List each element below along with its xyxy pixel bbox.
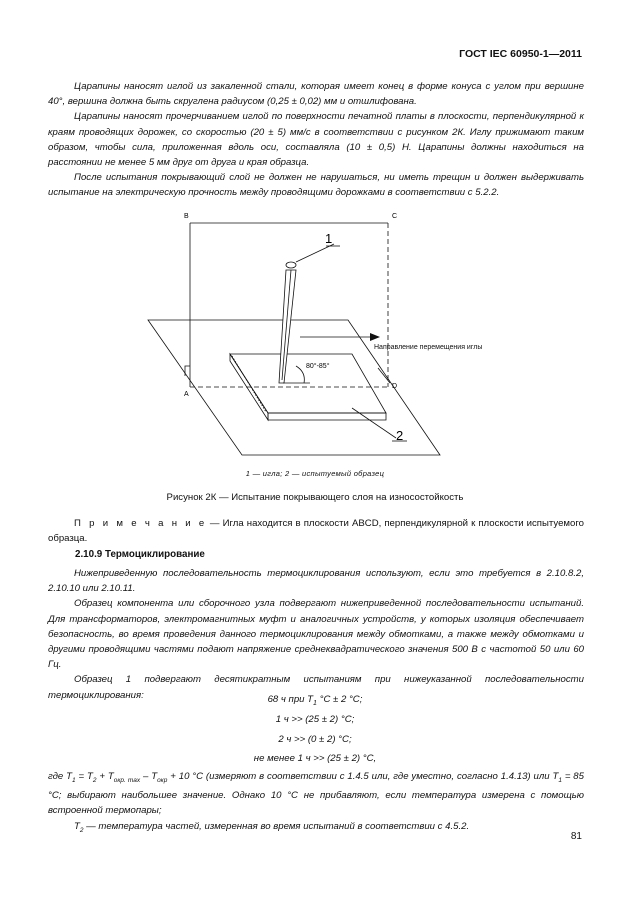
label-specimen: 2: [396, 428, 404, 443]
label-b: B: [184, 213, 189, 220]
definition-t2: $T_2$ — температура частей, измеренная во время испытаний в соответствии с 4.5.2.: [74, 820, 470, 834]
paragraph: Образец 1 подвергают десятикратным испытаниям при нижеуказанной последовательности термоциклирования:: [48, 674, 584, 701]
note-label: П р и м е ч а н и е: [74, 518, 207, 529]
page-number: 81: [570, 831, 582, 842]
figure-caption: Рисунок 2К — Испытание покрывающего слоя на износостойкость: [166, 492, 464, 503]
definitions: [48, 769, 584, 838]
label-needle: 1: [325, 231, 333, 246]
paragraph: Царапины наносят иглой из закаленной стали, которая имеет конец в форме конуса с углом при вершине 40°, вершина должна быть скруглена радиусом (0,25 ± 0,02) мм и отшлифована.: [48, 81, 584, 108]
figure-legend: 1 — игла; 2 — испытуемый образец: [245, 469, 385, 478]
definition-t1: где $T_1 = T_2 + T_{окр. max} - T_{окр} + 10$ °C (измеряют в соответствии с 1.4.5 или, где уместно, согласно 1.4.13) или $T_1 = 85$ °C; выбирают наибольшее значение. Однако 10 °C не прибавляют, если температура измерена с помощью встроенной термопары;: [48, 771, 584, 817]
paragraph: Образец компонента или сборочного узла подвергают нижеприведенной последовательности испытаний. Для трансформаторов, электромагнитных муфт и аналогичных устройств, у которых изоляция обеспечивает безопасность, во время проведения данного термоциклирования между обмотками, а также между обмотками и другими проводящими частями подают напряжение среднеквадратического значения 500 В с частотой 50 или 60 Гц.: [48, 598, 584, 671]
paragraph: Нижеприведенную последовательность термоциклирования используют, если это требуется в 2.10.8.2, 2.10.10 или 2.10.11.: [48, 568, 584, 595]
paragraph: После испытания покрывающий слой не должен не нарушаться, ни иметь трещин и должен выдерживать испытание на электрическую прочность между проводящими дорожками в соответствии с 5.2.2.: [48, 172, 584, 199]
section-title: 2.10.9 Термоциклирование: [75, 549, 205, 560]
label-c: C: [392, 213, 398, 220]
label-d: D: [392, 383, 398, 390]
formula-text: °C ± 2 °C;: [316, 694, 363, 705]
subscript: 1: [313, 699, 317, 707]
note-text: — Игла находится в плоскости ABCD, перпендикулярной к плоскости испытуемого образца.: [48, 518, 584, 545]
section-text: [48, 566, 584, 703]
paragraph: Царапины наносят прочерчиванием иглой по поверхности печатной платы в плоскости, перпендикулярной к краям проводящих дорожек, со скоростью (20 ± 5) мм/с в соответствии с рисунком 2К. Иглу прижимают таким образом, чтобы сила, приложенная вдоль оси, составляла (10 ± 0,5) Н. Царапины должны находиться на расстоянии не менее 5 мм друг от друга и края образца.: [48, 111, 584, 169]
formula-1: [0, 694, 630, 707]
note: [48, 516, 584, 546]
formula-4: не менее 1 ч >> (25 ± 2) °C,: [253, 753, 377, 764]
angle-label: 80°-85°: [306, 363, 330, 370]
formula-text: 68 ч при T: [267, 694, 314, 705]
formula-3: 2 ч >> (0 ± 2) °C;: [278, 734, 352, 745]
page-header: ГОСТ IEC 60950-1—2011: [459, 48, 582, 60]
label-a: A: [184, 391, 189, 398]
formula-2: 1 ч >> (25 ± 2) °C;: [275, 714, 355, 725]
direction-label: Направление перемещения иглы: [374, 344, 483, 351]
